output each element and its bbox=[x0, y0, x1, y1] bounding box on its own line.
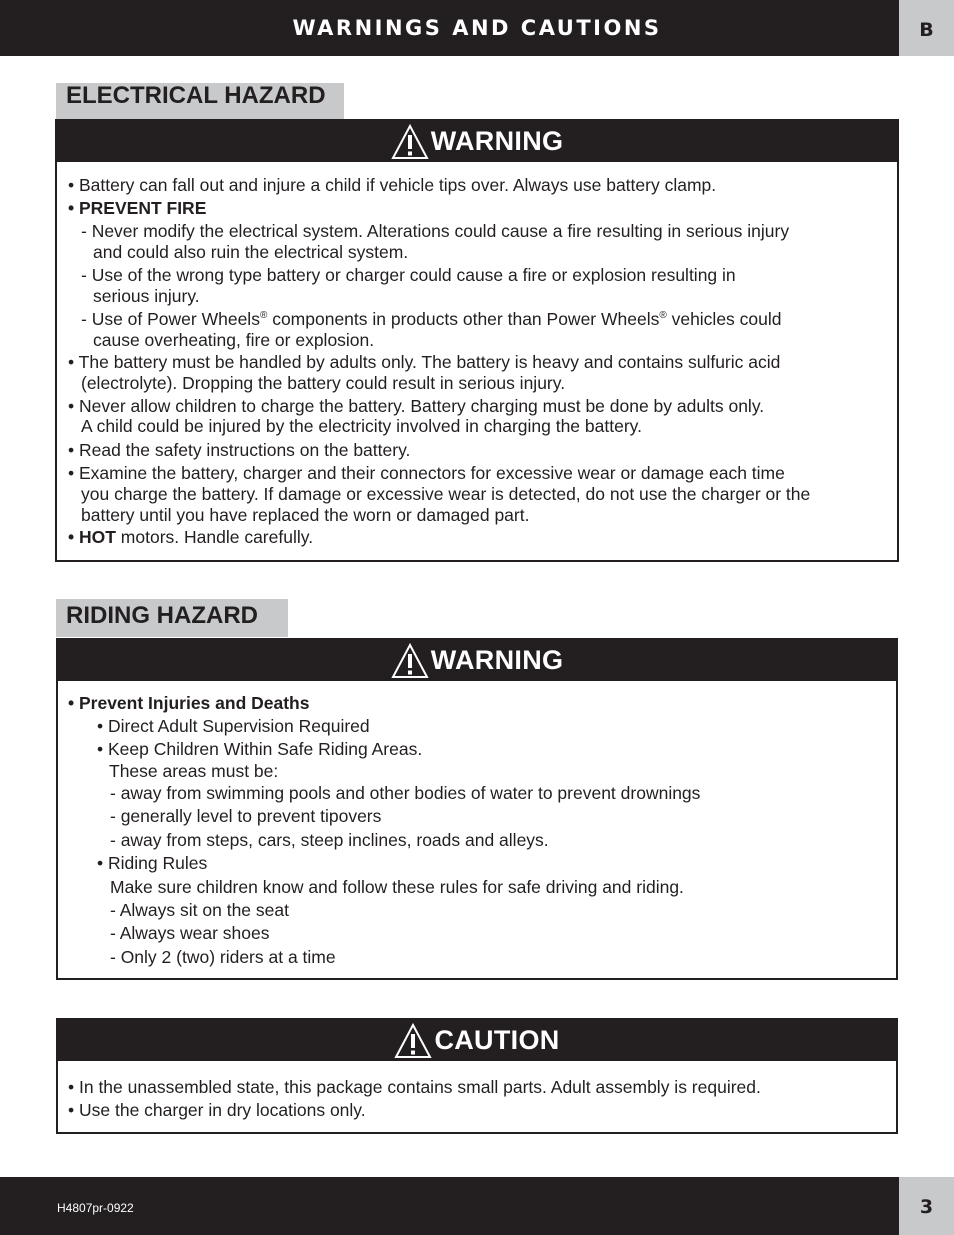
warning-triangle-icon bbox=[394, 1023, 432, 1059]
warning-triangle-icon bbox=[391, 643, 429, 679]
caution-title: CAUTION bbox=[434, 1025, 560, 1055]
footer-bar bbox=[0, 1177, 899, 1235]
list-item: - Never modify the electrical system. Alterations could cause a fire resulting in serious injury bbox=[81, 221, 790, 241]
list-item: A child could be injured by the electricity involved in charging the battery. bbox=[81, 416, 642, 436]
riding-hazard-label: RIDING HAZARD bbox=[56, 599, 288, 637]
list-item: Make sure children know and follow these rules for safe driving and riding. bbox=[110, 877, 684, 897]
list-item: • Keep Children Within Safe Riding Areas. bbox=[97, 739, 423, 759]
page-header-title: WARNINGS AND CAUTIONS bbox=[292, 16, 662, 40]
list-item: battery until you have replaced the worn or damaged part. bbox=[81, 505, 530, 525]
list-item: - away from steps, cars, steep inclines, roads and alleys. bbox=[110, 830, 549, 850]
page-number: 3 bbox=[899, 1177, 954, 1235]
list-item: - Use of Power Wheels® components in products other than Power Wheels® vehicles could bbox=[81, 309, 782, 329]
list-item: - Always wear shoes bbox=[110, 923, 270, 943]
list-item: serious injury. bbox=[93, 286, 200, 306]
list-item: - Only 2 (two) riders at a time bbox=[110, 947, 336, 967]
section-letter-tab: B bbox=[899, 0, 954, 56]
document-code: H4807pr-0922 bbox=[57, 1201, 134, 1215]
warning-title: WARNING bbox=[430, 126, 564, 156]
warning-title: WARNING bbox=[430, 645, 564, 675]
warning-header bbox=[58, 640, 896, 681]
list-item: • Read the safety instructions on the battery. bbox=[68, 440, 411, 460]
warning-header bbox=[57, 121, 897, 162]
list-item: (electrolyte). Dropping the battery could result in serious injury. bbox=[81, 373, 566, 393]
list-item: • HOT motors. Handle carefully. bbox=[68, 527, 314, 547]
list-item: - away from swimming pools and other bodies of water to prevent drownings bbox=[110, 783, 701, 803]
list-item: These areas must be: bbox=[109, 761, 279, 781]
caution-header bbox=[58, 1020, 896, 1061]
list-item: and could also ruin the electrical system. bbox=[93, 242, 409, 262]
list-item: • Riding Rules bbox=[97, 853, 208, 873]
list-item: • In the unassembled state, this package contains small parts. Adult assembly is required. bbox=[68, 1077, 761, 1097]
list-item-heading: • PREVENT FIRE bbox=[68, 198, 207, 218]
warning-triangle-icon bbox=[391, 124, 429, 160]
list-item: - Always sit on the seat bbox=[110, 900, 289, 920]
list-item: • Direct Adult Supervision Required bbox=[97, 716, 370, 736]
list-item: you charge the battery. If damage or excessive wear is detected, do not use the charger or the bbox=[81, 484, 811, 504]
electrical-hazard-label: ELECTRICAL HAZARD bbox=[56, 83, 344, 119]
list-item: cause overheating, fire or explosion. bbox=[93, 330, 375, 350]
list-item: • Examine the battery, charger and their connectors for excessive wear or damage each time bbox=[68, 463, 785, 483]
list-item: - generally level to prevent tipovers bbox=[110, 806, 382, 826]
list-item: • Use the charger in dry locations only. bbox=[68, 1100, 366, 1120]
list-item: • Battery can fall out and injure a child if vehicle tips over. Always use battery clamp. bbox=[68, 175, 717, 195]
list-item: • Never allow children to charge the battery. Battery charging must be done by adults only. bbox=[68, 396, 765, 416]
list-item-heading: • Prevent Injuries and Deaths bbox=[68, 693, 310, 713]
list-item: • The battery must be handled by adults only. The battery is heavy and contains sulfuric acid bbox=[68, 352, 781, 372]
list-item: - Use of the wrong type battery or charger could cause a fire or explosion resulting in bbox=[81, 265, 736, 285]
